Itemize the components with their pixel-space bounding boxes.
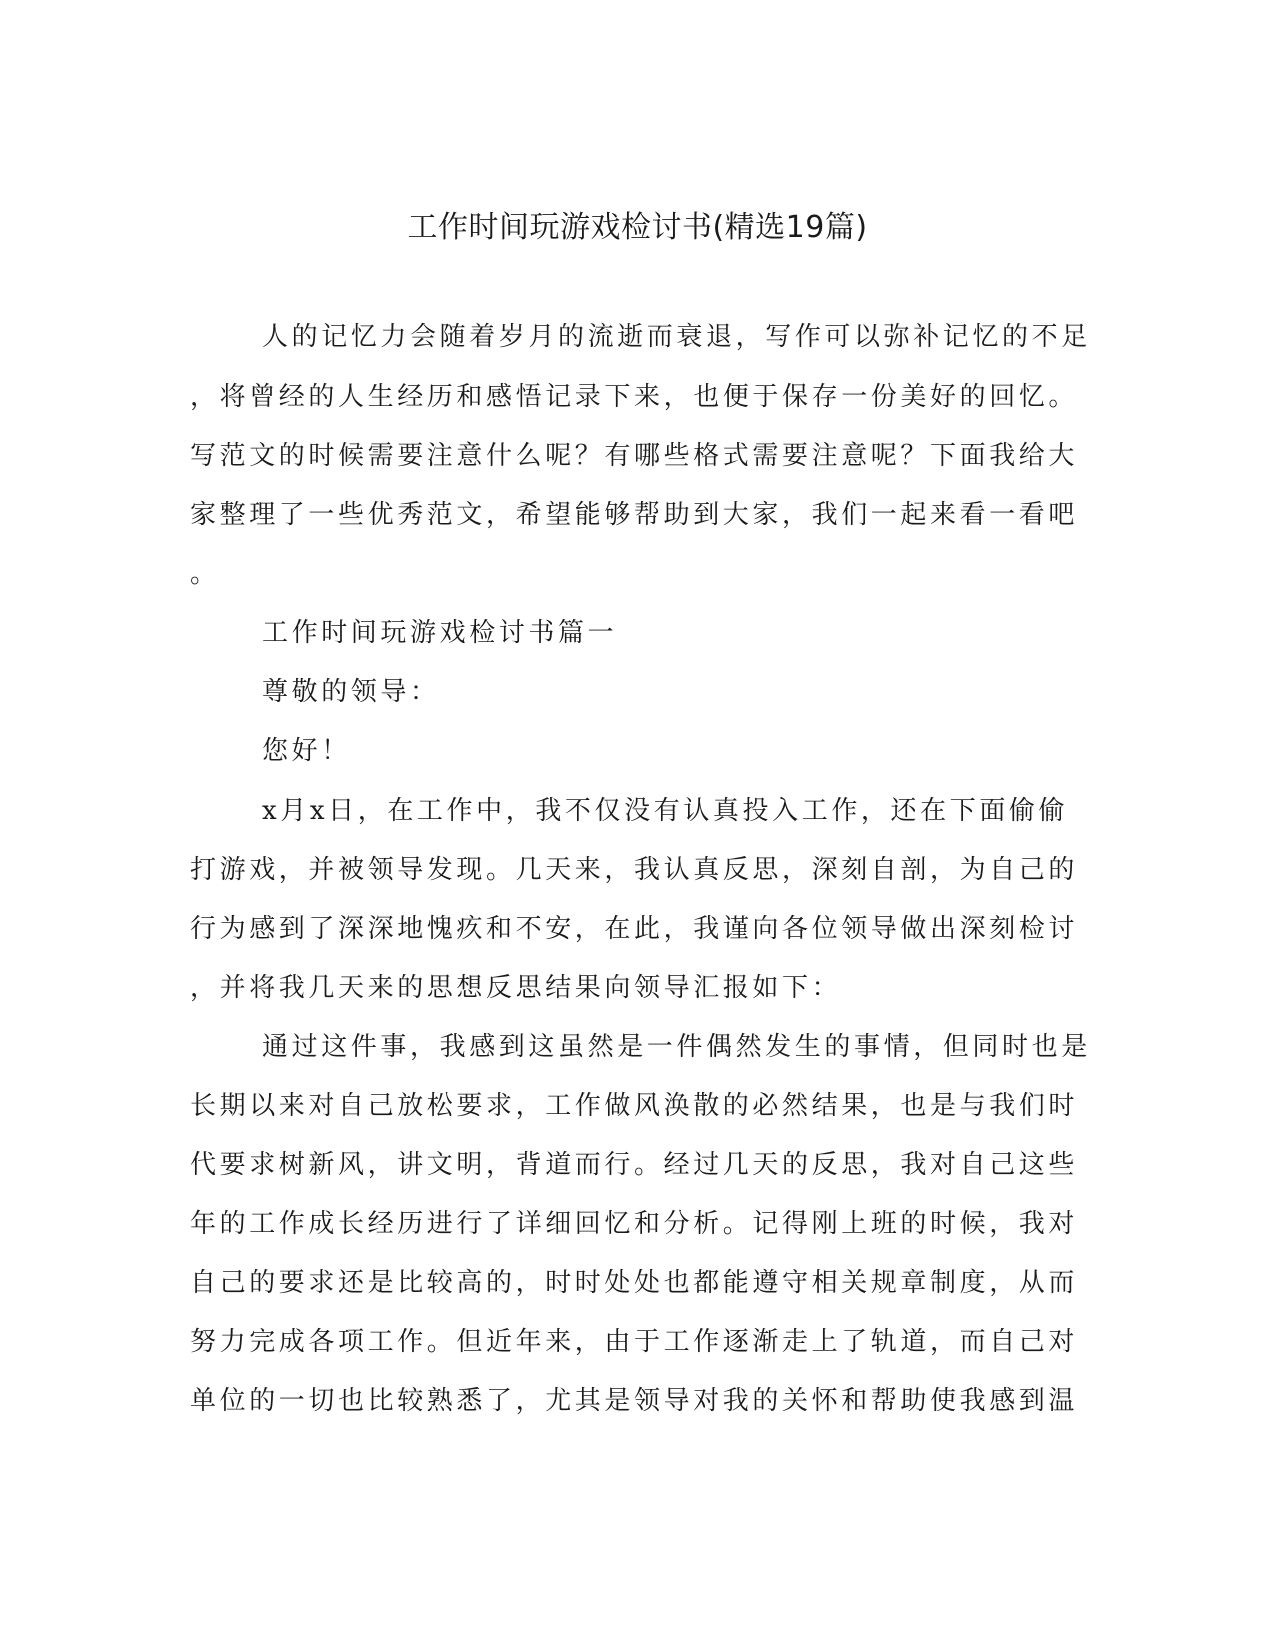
document-title: 工作时间玩游戏检讨书(精选19篇) — [407, 210, 868, 245]
paragraph-line: 打游戏，并被领导发现。几天来，我认真反思，深刻自剖，为自己的 — [190, 855, 1079, 885]
paragraph-line: 写范文的时候需要注意什么呢？有哪些格式需要注意呢？下面我给大 — [190, 441, 1079, 471]
paragraph-line: ，将曾经的人生经历和感悟记录下来，也便于保存一份美好的回忆。 — [190, 382, 1079, 412]
salutation: 尊敬的领导： — [262, 677, 440, 707]
paragraph-line: 。 — [190, 559, 220, 589]
paragraph-line: ，并将我几天来的思想反思结果向领导汇报如下： — [190, 973, 842, 1003]
paragraph-line: 年的工作成长经历进行了详细回忆和分析。记得刚上班的时候，我对 — [190, 1209, 1079, 1239]
greeting: 您好！ — [262, 736, 351, 766]
paragraph-line: 长期以来对自己放松要求，工作做风涣散的必然结果，也是与我们时 — [190, 1091, 1079, 1121]
paragraph-line: 努力完成各项工作。但近年来，由于工作逐渐走上了轨道，而自己对 — [190, 1327, 1079, 1357]
section-heading: 工作时间玩游戏检讨书篇一 — [262, 618, 618, 648]
paragraph-line: 单位的一切也比较熟悉了，尤其是领导对我的关怀和帮助使我感到温 — [190, 1386, 1079, 1416]
paragraph-line: x月x日，在工作中，我不仅没有认真投入工作，还在下面偷偷 — [262, 796, 1069, 826]
paragraph-line: 行为感到了深深地愧疚和不安，在此，我谨向各位领导做出深刻检讨 — [190, 914, 1079, 944]
paragraph-line: 通过这件事，我感到这虽然是一件偶然发生的事情，但同时也是 — [262, 1032, 1091, 1062]
paragraph-line: 自己的要求还是比较高的，时时处处也都能遵守相关规章制度，从而 — [190, 1268, 1079, 1298]
paragraph-line: 人的记忆力会随着岁月的流逝而衰退，写作可以弥补记忆的不足 — [262, 322, 1091, 352]
paragraph-line: 家整理了一些优秀范文，希望能够帮助到大家，我们一起来看一看吧 — [190, 500, 1079, 530]
paragraph-line: 代要求树新风，讲文明，背道而行。经过几天的反思，我对自己这些 — [190, 1150, 1079, 1180]
